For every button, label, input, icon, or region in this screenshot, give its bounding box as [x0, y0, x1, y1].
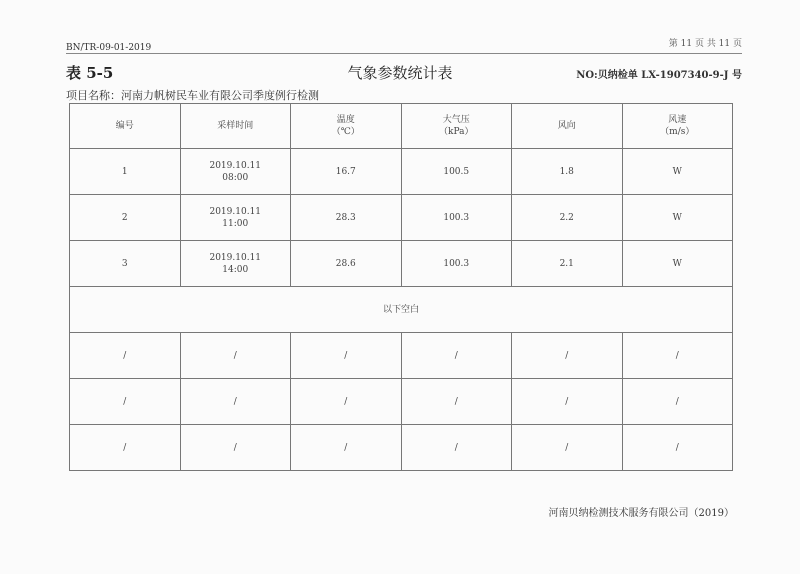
placeholder-cell-text: / — [344, 442, 348, 453]
column-header-text: （℃） — [331, 127, 360, 137]
pressure-cell — [401, 149, 512, 195]
pressure-cell — [401, 241, 512, 287]
time-cell-text: 11:00 — [222, 218, 249, 229]
id-cell-text: 2 — [121, 212, 128, 223]
header-row — [70, 104, 733, 149]
blank-note-cell — [70, 287, 733, 333]
column-header-text: （m/s） — [660, 127, 695, 137]
table-row — [70, 195, 733, 241]
doc-code: BN/TR-09-01-2019 — [66, 43, 152, 53]
placeholder-cell — [512, 425, 623, 471]
wind-direction-cell — [512, 195, 623, 241]
page-number: 第 11 页 共 11 页 — [668, 39, 742, 49]
column-header-text: 采样时间 — [217, 121, 254, 131]
placeholder-cell — [180, 379, 291, 425]
id-cell — [70, 195, 181, 241]
placeholder-cell-text: / — [344, 350, 348, 361]
placeholder-cell — [622, 425, 733, 471]
placeholder-cell — [622, 333, 733, 379]
placeholder-cell-text: / — [123, 396, 127, 407]
wind-speed-cell-text: W — [672, 212, 682, 223]
blank-note-row — [70, 287, 733, 333]
temperature-cell — [291, 195, 402, 241]
empty-row — [70, 379, 733, 425]
placeholder-cell — [512, 333, 623, 379]
placeholder-cell — [512, 379, 623, 425]
placeholder-cell — [401, 379, 512, 425]
pressure-cell-text: 100.5 — [443, 166, 470, 177]
wind-direction-cell-text: 1.8 — [559, 166, 574, 177]
placeholder-cell-text: / — [565, 442, 569, 453]
placeholder-cell-text: / — [344, 396, 348, 407]
column-header — [180, 104, 291, 149]
pressure-cell-text: 100.3 — [443, 258, 470, 269]
placeholder-cell-text: / — [675, 396, 679, 407]
placeholder-cell — [291, 425, 402, 471]
temperature-cell — [291, 149, 402, 195]
placeholder-cell-text: / — [565, 350, 569, 361]
placeholder-cell — [70, 333, 181, 379]
id-cell-text: 3 — [121, 258, 128, 269]
column-header — [70, 104, 181, 149]
time-cell — [180, 195, 291, 241]
placeholder-cell-text: / — [675, 442, 679, 453]
id-cell-text: 1 — [121, 166, 128, 177]
placeholder-cell — [180, 425, 291, 471]
wind-speed-cell — [622, 241, 733, 287]
placeholder-cell-text: / — [123, 442, 127, 453]
table-title: 气象参数统计表 — [347, 64, 453, 82]
column-header-text: 风向 — [557, 121, 576, 131]
time-cell — [180, 241, 291, 287]
placeholder-cell — [70, 425, 181, 471]
placeholder-cell-text: / — [233, 350, 237, 361]
empty-row — [70, 425, 733, 471]
placeholder-cell-text: / — [565, 396, 569, 407]
column-header — [622, 104, 733, 149]
pressure-cell-text: 100.3 — [443, 212, 470, 223]
placeholder-cell — [291, 333, 402, 379]
wind-speed-cell — [622, 195, 733, 241]
report-number: NO:贝纳检单 LX-1907340-9-J 号 — [576, 70, 742, 81]
wind-speed-cell-text: W — [672, 258, 682, 269]
column-header-text: （kPa） — [439, 127, 474, 137]
column-header — [401, 104, 512, 149]
placeholder-cell-text: / — [454, 442, 458, 453]
wind-direction-cell — [512, 241, 623, 287]
weather-table — [69, 103, 733, 471]
temperature-cell-text: 28.6 — [335, 258, 356, 269]
placeholder-cell — [180, 333, 291, 379]
id-cell — [70, 241, 181, 287]
column-header-text: 大气压 — [442, 115, 470, 125]
time-cell-text: 2019.10.11 — [209, 160, 262, 171]
table-number: 表 5-5 — [66, 64, 114, 82]
time-cell-text: 08:00 — [222, 172, 249, 183]
table-row — [70, 149, 733, 195]
time-cell-text: 14:00 — [222, 264, 249, 275]
table-row — [70, 241, 733, 287]
column-header-text: 编号 — [115, 121, 134, 131]
placeholder-cell-text: / — [454, 396, 458, 407]
column-header — [291, 104, 402, 149]
id-cell — [70, 149, 181, 195]
time-cell-text: 2019.10.11 — [209, 252, 262, 263]
wind-speed-cell — [622, 149, 733, 195]
blank-note-cell-text: 以下空白 — [382, 304, 419, 315]
placeholder-cell — [401, 333, 512, 379]
pressure-cell — [401, 195, 512, 241]
placeholder-cell-text: / — [233, 396, 237, 407]
wind-direction-cell-text: 2.1 — [559, 258, 574, 269]
time-cell-text: 2019.10.11 — [209, 206, 262, 217]
temperature-cell — [291, 241, 402, 287]
placeholder-cell-text: / — [233, 442, 237, 453]
temperature-cell-text: 28.3 — [335, 212, 356, 223]
empty-row — [70, 333, 733, 379]
placeholder-cell — [401, 425, 512, 471]
wind-direction-cell-text: 2.2 — [559, 212, 574, 223]
column-header-text: 风速 — [668, 115, 687, 125]
wind-direction-cell — [512, 149, 623, 195]
placeholder-cell — [622, 379, 733, 425]
header-rule — [66, 53, 742, 54]
placeholder-cell — [70, 379, 181, 425]
project-name: 项目名称：河南力帆树民车业有限公司季度例行检测 — [66, 89, 319, 102]
placeholder-cell-text: / — [675, 350, 679, 361]
company-footer: 河南贝纳检测技术服务有限公司（2019） — [548, 508, 734, 519]
placeholder-cell-text: / — [454, 350, 458, 361]
placeholder-cell-text: / — [123, 350, 127, 361]
time-cell — [180, 149, 291, 195]
placeholder-cell — [291, 379, 402, 425]
wind-speed-cell-text: W — [672, 166, 682, 177]
temperature-cell-text: 16.7 — [335, 166, 356, 177]
column-header-text: 温度 — [336, 115, 355, 125]
column-header — [512, 104, 623, 149]
